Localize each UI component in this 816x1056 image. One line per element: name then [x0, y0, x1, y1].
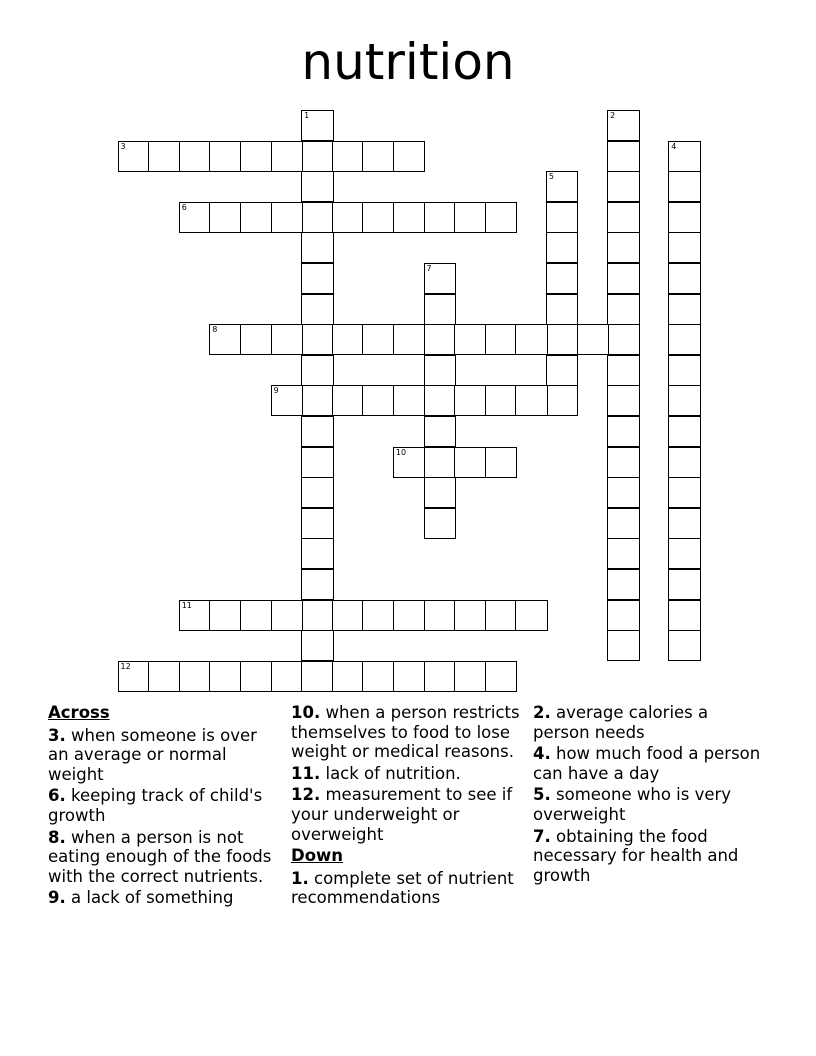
grid-cell[interactable] [271, 600, 304, 631]
grid-cell[interactable] [301, 600, 334, 631]
down-heading: Down [291, 846, 344, 866]
grid-cell[interactable] [607, 508, 640, 539]
grid-cell[interactable] [454, 447, 487, 478]
grid-cell[interactable] [301, 538, 334, 569]
grid-cell[interactable] [209, 324, 242, 355]
puzzle-title: nutrition [301, 33, 515, 91]
cell-number: 1 [304, 111, 310, 120]
grid-cell[interactable] [577, 324, 610, 355]
grid-cell[interactable] [301, 630, 334, 661]
grid-cell[interactable] [668, 385, 701, 416]
clue-number: 4. [533, 744, 551, 764]
grid-cell[interactable] [546, 171, 579, 202]
clue-text: when a person restricts themselves to food to lose weight or medical reasons. [291, 703, 520, 762]
clue-column-3 [533, 703, 765, 887]
grid-cell[interactable] [424, 263, 457, 294]
grid-cell[interactable] [546, 202, 579, 233]
grid-cell[interactable] [179, 661, 212, 692]
clue-text: how much food a person can have a day [533, 744, 761, 783]
grid-cell[interactable] [515, 600, 548, 631]
down-clue-4 [533, 744, 765, 783]
cell-number: 12 [120, 661, 131, 671]
grid-cell[interactable] [546, 294, 579, 325]
across-clue-6 [48, 786, 280, 825]
grid-cell[interactable] [179, 600, 212, 631]
clue-number: 11. [291, 763, 321, 783]
grid-cell[interactable] [301, 385, 334, 416]
across-clue-12 [291, 785, 523, 844]
down-clue-1 [291, 869, 523, 908]
grid-cell[interactable] [393, 141, 426, 172]
cell-number: 6 [181, 202, 187, 212]
clue-text: someone who is very overweight [533, 785, 732, 824]
clue-text: measurement to see if your underweight or overweight [291, 785, 513, 844]
down-clue-2 [533, 703, 765, 742]
grid-cell[interactable] [301, 110, 334, 141]
grid-cell[interactable] [271, 385, 304, 416]
grid-cell[interactable] [515, 385, 548, 416]
grid-cell[interactable] [332, 385, 365, 416]
clue-column-2 [291, 703, 523, 910]
grid-cell[interactable] [118, 141, 151, 172]
cell-number: 11 [181, 600, 192, 610]
grid-cell[interactable] [668, 569, 701, 600]
grid-cell[interactable] [424, 294, 457, 325]
grid-cell[interactable] [607, 477, 640, 508]
clue-text: a lack of something [71, 888, 234, 908]
grid-cell[interactable] [271, 202, 304, 233]
clue-number: 3. [48, 725, 66, 745]
grid-cell[interactable] [179, 202, 212, 233]
grid-cell[interactable] [485, 661, 518, 692]
grid-cell[interactable] [515, 324, 548, 355]
grid-cell[interactable] [179, 141, 212, 172]
grid-cell[interactable] [607, 202, 640, 233]
grid-cell[interactable] [301, 171, 334, 202]
grid-cell[interactable] [424, 202, 457, 233]
clue-number: 6. [48, 786, 66, 806]
grid-cell[interactable] [668, 508, 701, 539]
grid-cell[interactable] [209, 600, 242, 631]
grid-cell[interactable] [332, 202, 365, 233]
grid-cell[interactable] [607, 110, 640, 141]
grid-cell[interactable] [668, 324, 701, 355]
grid-cell[interactable] [607, 171, 640, 202]
grid-cell[interactable] [301, 141, 334, 172]
across-clue-11 [291, 764, 523, 784]
grid-cell[interactable] [668, 447, 701, 478]
grid-cell[interactable] [607, 355, 640, 386]
grid-cell[interactable] [607, 630, 640, 661]
cell-number: 10 [395, 447, 407, 457]
grid-cell[interactable] [607, 569, 640, 600]
grid-cell[interactable] [301, 232, 334, 263]
grid-cell[interactable] [668, 171, 701, 202]
cell-number: 9 [273, 386, 279, 396]
grid-cell[interactable] [209, 202, 242, 233]
grid-cell[interactable] [668, 141, 701, 172]
grid-cell[interactable] [301, 294, 334, 325]
grid-cell[interactable] [301, 569, 334, 600]
grid-cell[interactable] [668, 202, 701, 233]
grid-cell[interactable] [424, 600, 457, 631]
grid-cell[interactable] [454, 661, 487, 692]
grid-cell[interactable] [668, 355, 701, 386]
grid-cell[interactable] [393, 202, 426, 233]
grid-cell[interactable] [607, 385, 640, 416]
grid-cell[interactable] [362, 600, 395, 631]
grid-cell[interactable] [301, 263, 334, 294]
clue-number: 1. [291, 868, 309, 888]
grid-cell[interactable] [607, 263, 640, 294]
grid-cell[interactable] [148, 141, 181, 172]
grid-cell[interactable] [424, 661, 457, 692]
grid-cell[interactable] [362, 141, 395, 172]
grid-cell[interactable] [546, 324, 579, 355]
grid-cell[interactable] [240, 600, 273, 631]
grid-cell[interactable] [209, 661, 242, 692]
cell-number: 5 [548, 172, 554, 182]
grid-cell[interactable] [393, 324, 426, 355]
clue-number: 12. [291, 785, 321, 805]
grid-cell[interactable] [607, 447, 640, 478]
grid-cell[interactable] [424, 385, 457, 416]
grid-cell[interactable] [393, 447, 426, 478]
grid-cell[interactable] [271, 661, 304, 692]
grid-cell[interactable] [332, 324, 365, 355]
grid-cell[interactable] [362, 324, 395, 355]
grid-cell[interactable] [332, 141, 365, 172]
grid-cell[interactable] [332, 600, 365, 631]
down-clue-5 [533, 785, 765, 824]
grid-cell[interactable] [424, 477, 457, 508]
grid-cell[interactable] [271, 324, 304, 355]
grid-cell[interactable] [240, 324, 273, 355]
grid-cell[interactable] [118, 661, 151, 692]
grid-cell[interactable] [668, 263, 701, 294]
grid-cell[interactable] [424, 508, 457, 539]
clue-number: 7. [533, 826, 551, 846]
clue-column-1 [48, 703, 280, 910]
cell-number: 3 [120, 141, 126, 151]
cell-number: 2 [610, 111, 616, 120]
cell-number: 8 [212, 325, 218, 335]
grid-cell[interactable] [607, 324, 640, 355]
grid-cell[interactable] [301, 447, 334, 478]
across-clue-3 [48, 726, 280, 785]
grid-cell[interactable] [301, 355, 334, 386]
grid-cell[interactable] [393, 661, 426, 692]
grid-cell[interactable] [362, 385, 395, 416]
grid-cell[interactable] [668, 600, 701, 631]
across-heading: Across [48, 703, 110, 722]
down-clue-7 [533, 827, 765, 886]
grid-cell[interactable] [301, 477, 334, 508]
clue-number: 8. [48, 827, 66, 847]
across-clue-8 [48, 828, 280, 887]
grid-cell[interactable] [668, 630, 701, 661]
grid-cell[interactable] [668, 477, 701, 508]
grid-cell[interactable] [546, 232, 579, 263]
grid-cell[interactable] [271, 141, 304, 172]
grid-cell[interactable] [393, 600, 426, 631]
grid-cell[interactable] [668, 294, 701, 325]
grid-cell[interactable] [546, 263, 579, 294]
grid-cell[interactable] [209, 141, 242, 172]
cell-number: 4 [671, 141, 677, 151]
grid-cell[interactable] [240, 141, 273, 172]
grid-cell[interactable] [301, 661, 334, 692]
clue-text: lack of nutrition. [325, 763, 461, 783]
clue-text: complete set of nutrient recommendations [291, 868, 514, 908]
grid-cell[interactable] [424, 416, 457, 447]
clue-text: obtaining the food necessary for health and growth [533, 826, 739, 885]
grid-cell[interactable] [546, 385, 579, 416]
across-clue-9 [48, 888, 280, 908]
grid-cell[interactable] [148, 661, 181, 692]
grid-cell[interactable] [454, 600, 487, 631]
grid-cell[interactable] [668, 416, 701, 447]
grid-cell[interactable] [454, 202, 487, 233]
clue-number: 9. [48, 888, 66, 908]
grid-cell[interactable] [454, 324, 487, 355]
grid-cell[interactable] [607, 232, 640, 263]
grid-cell[interactable] [546, 355, 579, 386]
grid-cell[interactable] [607, 141, 640, 172]
grid-cell[interactable] [424, 447, 457, 478]
grid-cell[interactable] [424, 324, 457, 355]
grid-cell[interactable] [393, 385, 426, 416]
grid-cell[interactable] [240, 202, 273, 233]
clue-text: when someone is over an average or normal weight [48, 725, 257, 784]
grid-cell[interactable] [301, 416, 334, 447]
grid-cell[interactable] [485, 202, 518, 233]
grid-cell[interactable] [485, 447, 518, 478]
grid-cell[interactable] [485, 385, 518, 416]
clue-number: 10. [291, 703, 321, 722]
grid-cell[interactable] [485, 324, 518, 355]
clue-text: average calories a person needs [533, 703, 709, 742]
across-clue-10 [291, 703, 523, 762]
grid-cell[interactable] [668, 538, 701, 569]
clue-number: 5. [533, 785, 551, 805]
grid-cell[interactable] [485, 600, 518, 631]
grid-cell[interactable] [301, 508, 334, 539]
grid-cell[interactable] [607, 416, 640, 447]
grid-cell[interactable] [240, 661, 273, 692]
grid-cell[interactable] [607, 294, 640, 325]
grid-cell[interactable] [668, 232, 701, 263]
grid-cell[interactable] [607, 600, 640, 631]
clue-number: 2. [533, 703, 551, 722]
grid-cell[interactable] [362, 202, 395, 233]
grid-cell[interactable] [332, 661, 365, 692]
grid-cell[interactable] [424, 355, 457, 386]
clue-text: when a person is not eating enough of the foods with the correct nutrients. [48, 827, 272, 886]
grid-cell[interactable] [454, 385, 487, 416]
grid-cell[interactable] [301, 324, 334, 355]
cell-number: 7 [426, 264, 432, 273]
grid-cell[interactable] [607, 538, 640, 569]
clue-text: keeping track of child's growth [48, 786, 263, 825]
grid-cell[interactable] [362, 661, 395, 692]
grid-cell[interactable] [301, 202, 334, 233]
